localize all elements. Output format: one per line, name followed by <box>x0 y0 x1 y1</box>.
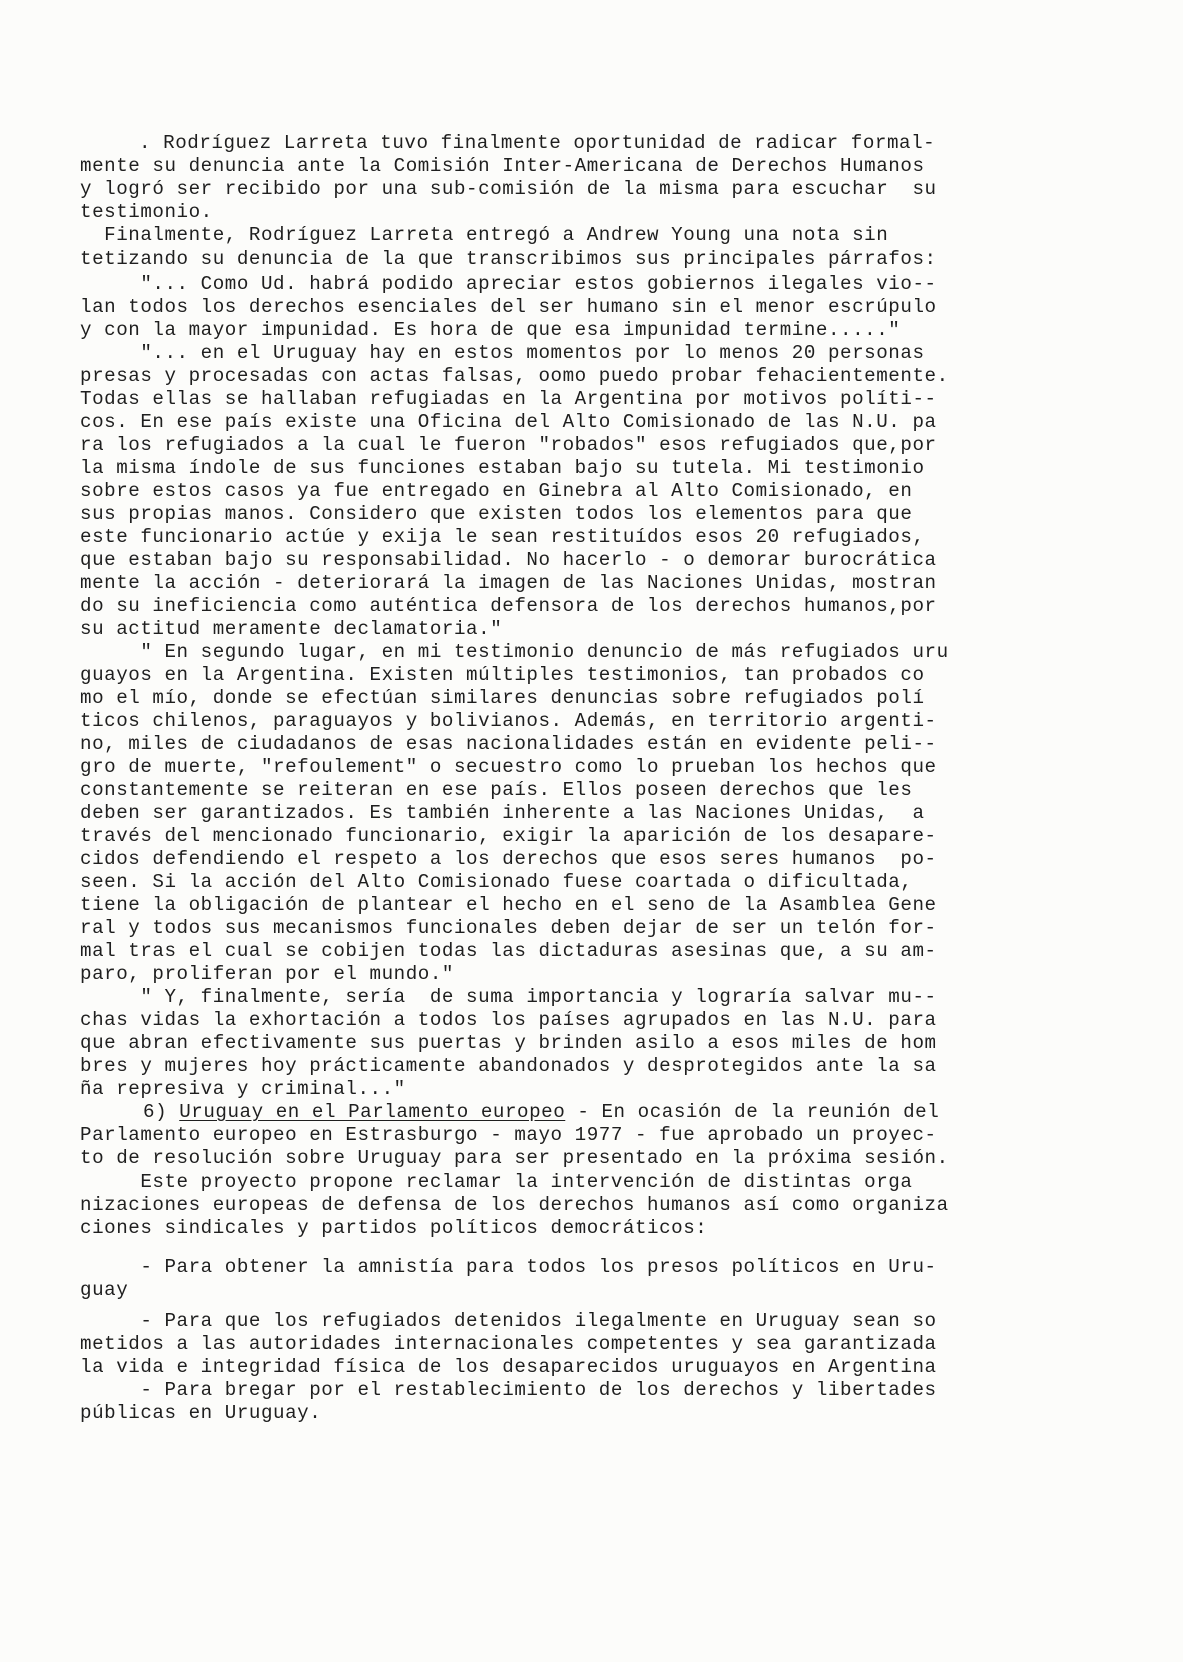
text-line: la vida e integridad física de los desaparecidos uruguayos en Argentina <box>80 1356 937 1378</box>
text-line: ral y todos sus mecanismos funcionales deben dejar de ser un telón for- <box>80 917 937 939</box>
text-line: - Para que los refugiados detenidos ilegalmente en Uruguay sean so <box>80 1310 937 1332</box>
text-line: cos. En ese país existe una Oficina del Alto Comisionado de las N.U. pa <box>80 411 937 433</box>
text-line: Este proyecto propone reclamar la intervención de distintas orga <box>80 1171 913 1193</box>
text-line: este funcionario actúe y exija le sean restituídos esos 20 refugiados, <box>80 526 925 548</box>
text-line: que estaban bajo su responsabilidad. No hacerlo - o demorar burocrática <box>80 549 937 571</box>
text-line: tetizando su denuncia de la que transcribimos sus principales párrafos: <box>80 248 937 270</box>
text-line: sus propias manos. Considero que existen todos los elementos para que <box>80 503 913 525</box>
text-line: y logró ser recibido por una sub-comisión de la misma para escuchar su <box>80 178 937 200</box>
text-line: do su ineficiencia como auténtica defensora de los derechos humanos,por <box>80 595 937 617</box>
text-line: mente la acción - deteriorará la imagen de las Naciones Unidas, mostran <box>80 572 937 594</box>
text-line: to de resolución sobre Uruguay para ser presentado en la próxima sesión. <box>80 1147 949 1169</box>
text-line: lan todos los derechos esenciales del ser humano sin el menor escrúpulo <box>80 296 937 318</box>
text-line: testimonio. <box>80 201 213 223</box>
text-line: . Rodríguez Larreta tuvo finalmente oportunidad de radicar formal- <box>139 132 936 154</box>
section-6-number: 6) <box>143 1101 168 1123</box>
text-line: Todas ellas se hallaban refugiadas en la Argentina por motivos políti-- <box>80 388 937 410</box>
text-line: tiene la obligación de plantear el hecho en el seno de la Asamblea Gene <box>80 894 937 916</box>
text-line: cidos defendiendo el respeto a los derechos que esos seres humanos po- <box>80 848 937 870</box>
text-line: guay <box>80 1279 129 1301</box>
text-line: paro, proliferan por el mundo." <box>80 963 454 985</box>
text-line: través del mencionado funcionario, exigir la aparición de los desapare- <box>80 825 937 847</box>
text-line: ticos chilenos, paraguayos y bolivianos. Además, en territorio argenti- <box>80 710 937 732</box>
text-line: guayos en la Argentina. Existen múltiples testimonios, tan probados co <box>80 664 925 686</box>
text-line: ra los refugiados a la cual le fueron "robados" esos refugiados que,por <box>80 434 937 456</box>
text-line: ña represiva y criminal..." <box>80 1078 406 1100</box>
text-line: Parlamento europeo en Estrasburgo - mayo 1977 - fue aprobado un proyec- <box>80 1124 937 1146</box>
text-line: y con la mayor impunidad. Es hora de que esa impunidad termine....." <box>80 319 901 341</box>
text-line: su actitud meramente declamatoria." <box>80 618 503 640</box>
section-6-heading-rest: - En ocasión de la reunión del <box>565 1101 940 1123</box>
text-line: nizaciones europeas de defensa de los derechos humanos así como organiza <box>80 1194 949 1216</box>
text-line: no, miles de ciudadanos de esas nacionalidades están en evidente peli-- <box>80 733 937 755</box>
section-6-heading: Uruguay en el Parlamento europeo <box>179 1101 566 1123</box>
text-line: mal tras el cual se cobijen todas las dictaduras asesinas que, a su am- <box>80 940 937 962</box>
section-6-heading-line <box>143 1101 939 1123</box>
text-line: públicas en Uruguay. <box>80 1402 322 1424</box>
text-line: "... Como Ud. habrá podido apreciar estos gobiernos ilegales vio-- <box>80 273 937 295</box>
text-line: ciones sindicales y partidos políticos democráticos: <box>80 1217 708 1239</box>
text-line: la misma índole de sus funciones estaban bajo su tutela. Mi testimonio <box>80 457 925 479</box>
text-line: - Para obtener la amnistía para todos los presos políticos en Uru- <box>80 1256 937 1278</box>
text-line: Finalmente, Rodríguez Larreta entregó a Andrew Young una nota sin <box>80 224 889 246</box>
text-line: " En segundo lugar, en mi testimonio denuncio de más refugiados uru <box>80 641 949 663</box>
text-line: sobre estos casos ya fue entregado en Ginebra al Alto Comisionado, en <box>80 480 913 502</box>
text-line: gro de muerte, "refoulement" o secuestro como lo prueban los hechos que <box>80 756 937 778</box>
text-line: mo el mío, donde se efectúan similares denuncias sobre refugiados polí <box>80 687 925 709</box>
text-line: chas vidas la exhortación a todos los países agrupados en las N.U. para <box>80 1009 937 1031</box>
text-line: deben ser garantizados. Es también inherente a las Naciones Unidas, a <box>80 802 925 824</box>
text-line: presas y procesadas con actas falsas, oomo puedo probar fehacientemente. <box>80 365 949 387</box>
text-line: bres y mujeres hoy prácticamente abandonados y desprotegidos ante la sa <box>80 1055 937 1077</box>
text-line: "... en el Uruguay hay en estos momentos por lo menos 20 personas <box>80 342 925 364</box>
text-line: constantemente se reiteran en ese país. Ellos poseen derechos que les <box>80 779 913 801</box>
text-line: metidos a las autoridades internacionales competentes y sea garantizada <box>80 1333 937 1355</box>
text-line: seen. Si la acción del Alto Comisionado fuese coartada o dificultada, <box>80 871 913 893</box>
text-line: que abran efectivamente sus puertas y brinden asilo a esos miles de hom <box>80 1032 937 1054</box>
text-line: - Para bregar por el restablecimiento de los derechos y libertades <box>80 1379 937 1401</box>
text-line: " Y, finalmente, sería de suma importancia y lograría salvar mu-- <box>80 986 937 1008</box>
text-line: mente su denuncia ante la Comisión Inter-Americana de Derechos Humanos <box>80 155 925 177</box>
